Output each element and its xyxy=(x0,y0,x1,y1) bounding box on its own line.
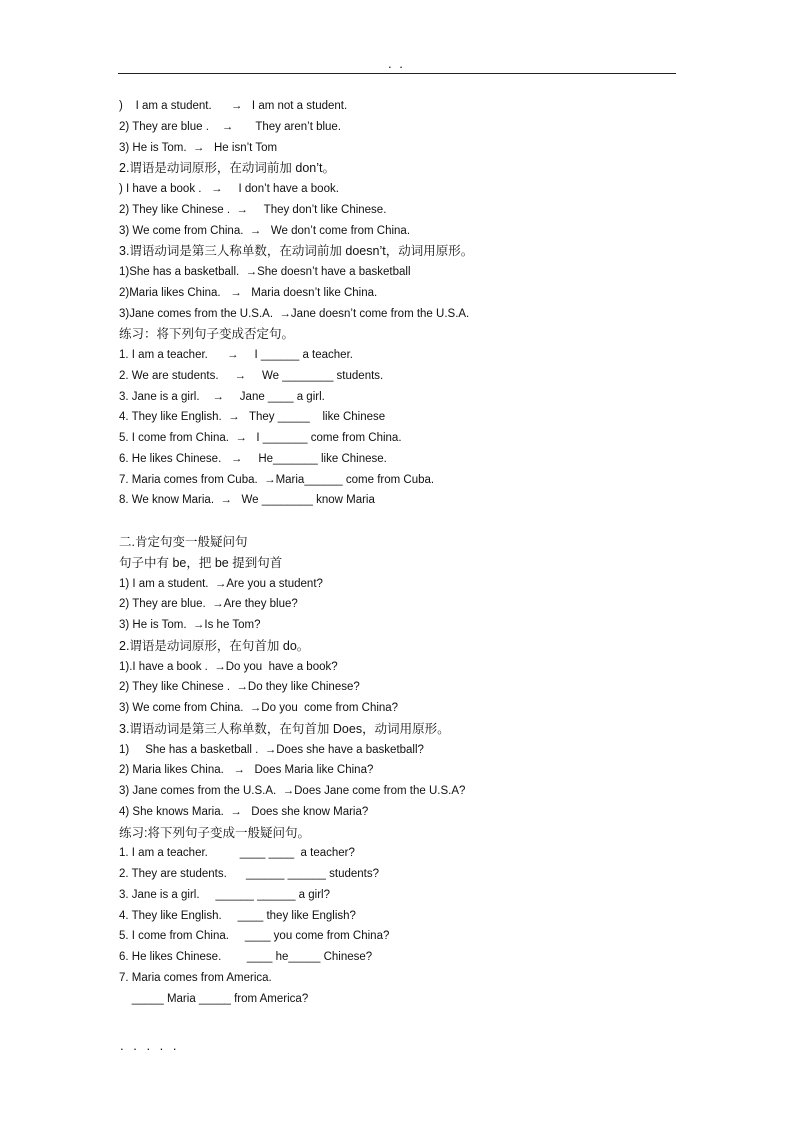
text-line: 2) They are blue. →Are they blue? xyxy=(119,598,298,611)
text-line: 练习：将下列句子变成否定句。 xyxy=(119,327,295,342)
text-line: 2.谓语是动词原形，在动词前加 don’t。 xyxy=(119,161,336,176)
text-line: 4. They like English. ____ they like English? xyxy=(119,909,356,922)
text-line: 3)Jane comes from the U.S.A. →Jane doesn’t come from the U.S.A. xyxy=(119,307,470,320)
text-line: 2.谓语是动词原形，在句首加 do。 xyxy=(119,638,310,653)
text-line: 3. Jane is a girl. ______ ______ a girl? xyxy=(119,888,330,901)
text-line: 3) We come from China. →Do you come from China? xyxy=(119,702,399,714)
text-line: 练习:将下列句子变成一般疑问句。 xyxy=(119,825,310,840)
text-line: 1. I am a teacher. → I ______ a teacher. xyxy=(119,349,353,361)
text-line: 2. They are students. ______ ______ students? xyxy=(119,868,380,880)
text-line: ) I have a book . → I don’t have a book. xyxy=(119,183,339,195)
text-line: 1).I have a book . →Do you have a book? xyxy=(119,660,338,673)
text-line: 4) She knows Maria. → Does she know Maria? xyxy=(119,805,369,818)
text-line: 2) Maria likes China. → Does Maria like China? xyxy=(119,764,374,777)
text-line: 2) They like Chinese . →Do they like Chinese? xyxy=(119,681,360,694)
header-rule xyxy=(118,73,676,74)
text-line: 3) Jane comes from the U.S.A. →Does Jane come from the U.S.A? xyxy=(119,785,466,797)
text-line: _____ Maria _____ from America? xyxy=(119,992,309,1005)
blank-line xyxy=(119,511,679,532)
text-line: 3.谓语动词是第三人称单数，在句首加 Does，动词用原形。 xyxy=(119,721,450,736)
text-line: 2) They are blue . → They aren’t blue. xyxy=(119,120,342,133)
text-line: 6. He likes Chinese. → He_______ like Chinese. xyxy=(119,452,387,465)
text-line: ) I am a student. → I am not a student. xyxy=(119,100,348,112)
text-line: 句子中有 be，把 be 提到句首 xyxy=(119,555,283,570)
footer-dots: . . . . . xyxy=(120,1038,180,1053)
header-dots: . . xyxy=(388,56,405,71)
text-line: 3) He is Tom. → He isn’t Tom xyxy=(119,141,278,154)
text-line: 7. Maria comes from Cuba. →Maria______ come from Cuba. xyxy=(119,473,435,486)
text-line: 1) I am a student. →Are you a student? xyxy=(119,577,323,590)
text-line: 5. I come from China. ____ you come from China? xyxy=(119,930,390,943)
text-line: 1)She has a basketball. →She doesn’t have a basketball xyxy=(119,266,411,278)
text-line: 3) We come from China. → We don’t come from China. xyxy=(119,224,411,237)
text-line: 3) He is Tom. →Is he Tom? xyxy=(119,619,261,631)
text-line: 6. He likes Chinese. ____ he_____ Chinese? xyxy=(119,951,373,963)
text-line: 2. We are students. → We ________ students. xyxy=(119,369,384,382)
text-line: 2) They like Chinese . → They don’t like Chinese. xyxy=(119,203,387,216)
text-line: 4. They like English. → They _____ like Chinese xyxy=(119,411,386,424)
document-body xyxy=(119,96,679,1009)
text-line: 7. Maria comes from America. xyxy=(119,971,272,984)
text-line: 5. I come from China. → I _______ come from China. xyxy=(119,432,402,444)
text-line: 8. We know Maria. → We ________ know Maria xyxy=(119,494,375,507)
text-line: 1. I am a teacher. ____ ____ a teacher? xyxy=(119,847,355,860)
text-line: 1) She has a basketball . →Does she have a basketball? xyxy=(119,743,424,756)
text-line: 二.肯定句变一般疑问句 xyxy=(119,535,248,549)
text-line: 3.谓语动词是第三人称单数，在动词前加 doesn’t，动词用原形。 xyxy=(119,244,474,259)
text-line: 2)Maria likes China. → Maria doesn’t like China. xyxy=(119,286,378,299)
text-line: 3. Jane is a girl. → Jane ____ a girl. xyxy=(119,390,325,403)
